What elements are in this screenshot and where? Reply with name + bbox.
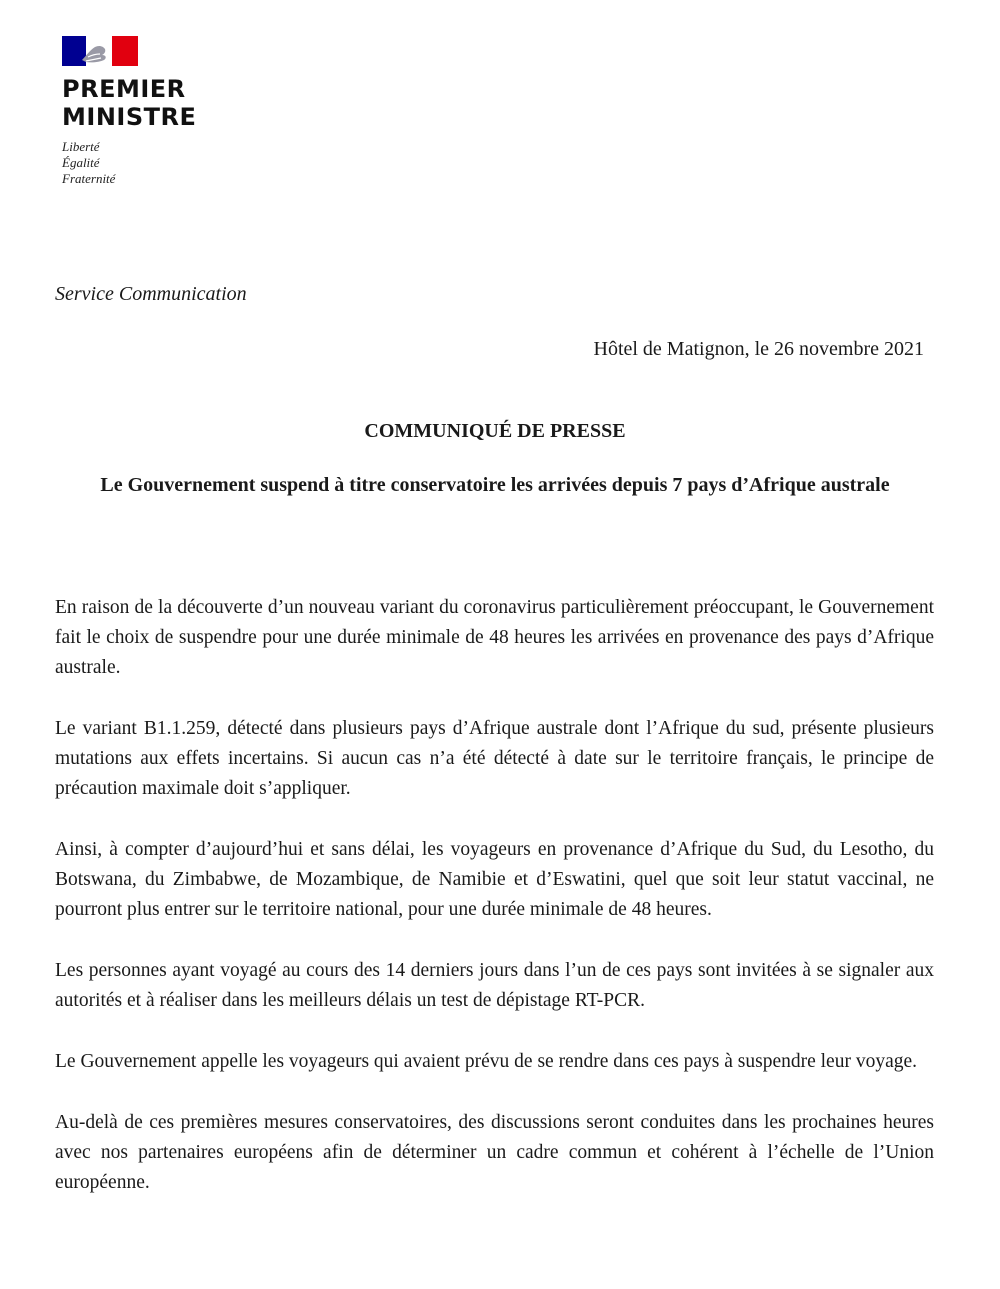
press-release-body: [55, 593, 934, 1229]
motto-egalite: Égalité: [62, 155, 100, 170]
marianne-flag-icon: [62, 36, 138, 66]
service-name: Service Communication: [55, 283, 247, 305]
motto-fraternite: Fraternité: [62, 171, 116, 186]
government-logo: [62, 36, 262, 187]
motto-liberte: Liberté: [62, 139, 100, 154]
logo-title: [62, 75, 262, 131]
body-paragraph: Ainsi, à compter d’aujourd’hui et sans délai, les voyageurs en provenance d’Afrique du Sud, du Lesotho, du Botswana, du Zimbabwe, de Mozambique, de Namibie et d’Eswatini, quel que soit leur statut vaccinal, ne pourront plus entrer sur le territoire national, pour une durée minimale de 48 heures.: [55, 839, 934, 920]
body-paragraph: Le Gouvernement appelle les voyageurs qui avaient prévu de se rendre dans ces pays à suspendre leur voyage.: [55, 1051, 918, 1072]
logo-title-line2: MINISTRE: [62, 103, 197, 131]
body-paragraph: Au-delà de ces premières mesures conservatoires, des discussions seront conduites dans les prochaines heures avec nos partenaires européens afin de déterminer un cadre commun et cohérent à l’échelle de l’Union européenne.: [55, 1112, 934, 1193]
press-release-headline: Le Gouvernement suspend à titre conservatoire les arrivées depuis 7 pays d’Afrique australe: [100, 474, 890, 496]
republic-motto: [62, 139, 262, 187]
body-paragraph: Les personnes ayant voyagé au cours des 14 derniers jours dans l’un de ces pays sont invitées à se signaler aux autorités et à réaliser dans les meilleurs délais un test de dépistage RT-PCR.: [55, 960, 934, 1011]
logo-title-line1: PREMIER: [62, 75, 186, 103]
document-type: COMMUNIQUÉ DE PRESSE: [364, 420, 626, 442]
body-paragraph: Le variant B1.1.259, détecté dans plusieurs pays d’Afrique australe dont l’Afrique du sud, présente plusieurs mutations aux effets incertains. Si aucun cas n’a été détecté à date sur le territoire français, le principe de précaution maximale doit s’appliquer.: [55, 718, 934, 799]
body-paragraph: En raison de la découverte d’un nouveau variant du coronavirus particulièrement préoccupant, le Gouvernement fait le choix de suspendre pour une durée minimale de 48 heures les arrivées en provenance des pays d’Afrique australe.: [55, 597, 934, 678]
place-date: Hôtel de Matignon, le 26 novembre 2021: [593, 338, 924, 360]
